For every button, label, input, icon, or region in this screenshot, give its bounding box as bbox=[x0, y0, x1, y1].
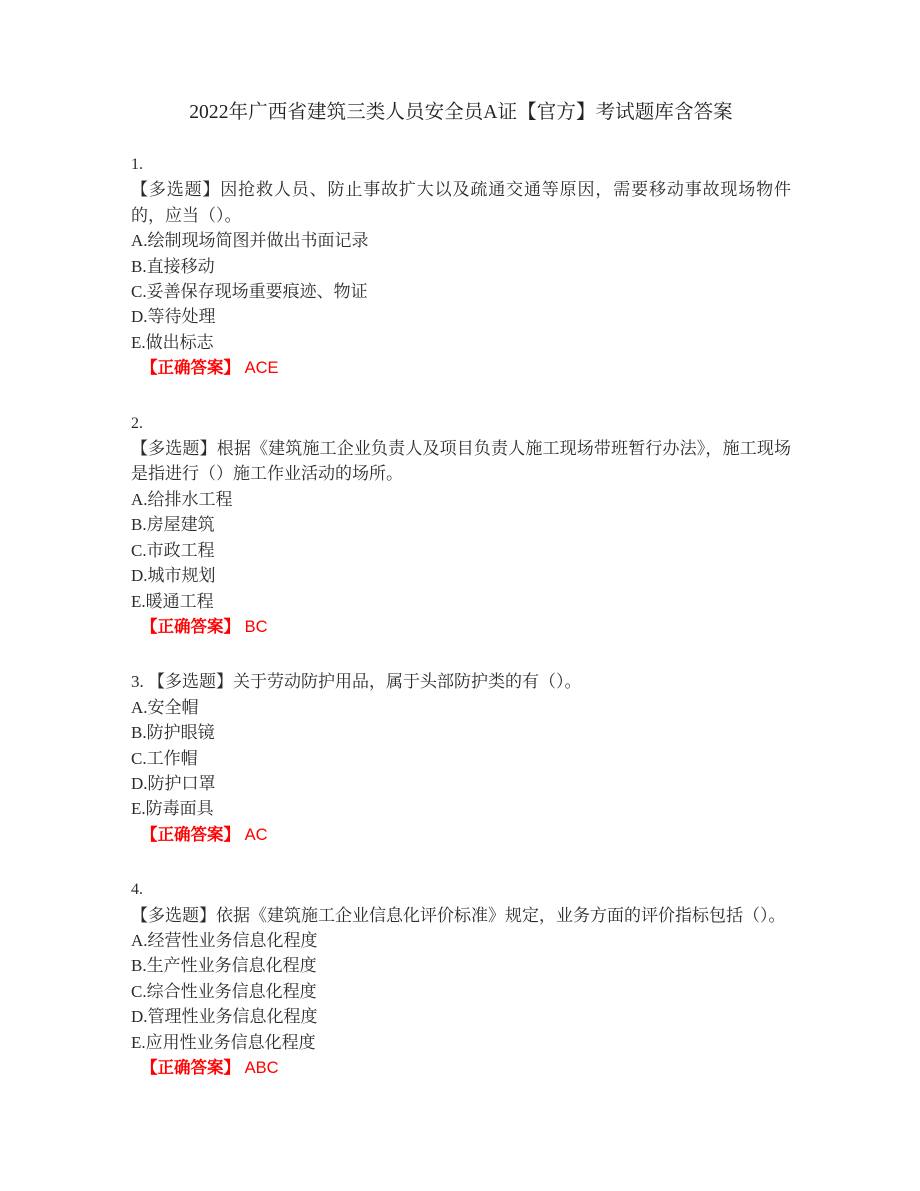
correct-answer bbox=[131, 614, 791, 640]
question-block bbox=[131, 669, 791, 848]
question-stem: 【多选题】依据《建筑施工企业信息化评价标准》规定，业务方面的评价指标包括（）。 bbox=[131, 905, 786, 925]
question-option: A.绘制现场简图并做出书面记录 bbox=[131, 231, 369, 251]
question-option: D.防护口罩 bbox=[131, 773, 216, 793]
question-stem: 【多选题】根据《建筑施工企业负责人及项目负责人施工现场带班暂行办法》，施工现场是指进行（）施工作业活动的场所。 bbox=[131, 439, 791, 484]
question-option: D.城市规划 bbox=[131, 566, 216, 586]
question-option: C.妥善保存现场重要痕迹、物证 bbox=[131, 282, 368, 302]
question-block bbox=[131, 877, 791, 1081]
correct-answer bbox=[131, 1055, 791, 1081]
question-option: D.管理性业务信息化程度 bbox=[131, 1007, 318, 1027]
question-option: A.给排水工程 bbox=[131, 489, 233, 509]
question-option: B.生产性业务信息化程度 bbox=[131, 956, 317, 976]
question-option: C.市政工程 bbox=[131, 540, 215, 560]
question-number: 3. bbox=[131, 672, 148, 692]
correct-answer-label: 【正确答案】 bbox=[141, 825, 240, 844]
question-stem: 【多选题】因抢救人员、防止事故扩大以及疏通交通等原因，需要移动事故现场物件的，应当（）。 bbox=[131, 180, 791, 225]
correct-answer-value: ABC bbox=[240, 1059, 279, 1077]
question-block bbox=[131, 411, 791, 641]
question-option: A.安全帽 bbox=[131, 697, 199, 717]
question-option: E.防毒面具 bbox=[131, 799, 214, 819]
question-number: 1. bbox=[131, 156, 143, 173]
question-option: D.等待处理 bbox=[131, 307, 216, 327]
correct-answer-value: BC bbox=[240, 617, 268, 636]
question-number: 4. bbox=[131, 881, 143, 899]
question-option: E.应用性业务信息化程度 bbox=[131, 1032, 316, 1052]
correct-answer-value: ACE bbox=[240, 359, 279, 378]
question-option: E.做出标志 bbox=[131, 332, 214, 352]
document-content bbox=[131, 98, 791, 1081]
question-stem bbox=[131, 669, 791, 694]
question-option: A.经营性业务信息化程度 bbox=[131, 930, 318, 950]
question-option: B.防护眼镜 bbox=[131, 723, 215, 743]
question-block bbox=[131, 152, 791, 382]
question-number: 2. bbox=[131, 414, 143, 432]
question-option: E.暖通工程 bbox=[131, 591, 214, 611]
correct-answer-label: 【正确答案】 bbox=[141, 1059, 240, 1077]
correct-answer bbox=[131, 355, 791, 381]
question-stem-text: 【多选题】关于劳动防护用品，属于头部防护类的有（）。 bbox=[148, 672, 582, 692]
correct-answer bbox=[131, 822, 791, 848]
page-title: 2022年广西省建筑三类人员安全员A证【官方】考试题库含答案 bbox=[189, 102, 733, 123]
correct-answer-value: AC bbox=[240, 825, 268, 844]
correct-answer-label: 【正确答案】 bbox=[141, 359, 240, 378]
question-option: B.直接移动 bbox=[131, 256, 215, 276]
question-option: C.工作帽 bbox=[131, 748, 198, 768]
question-option: C.综合性业务信息化程度 bbox=[131, 981, 317, 1001]
correct-answer-label: 【正确答案】 bbox=[141, 617, 240, 636]
question-list bbox=[131, 152, 791, 1081]
question-option: B.房屋建筑 bbox=[131, 515, 215, 535]
